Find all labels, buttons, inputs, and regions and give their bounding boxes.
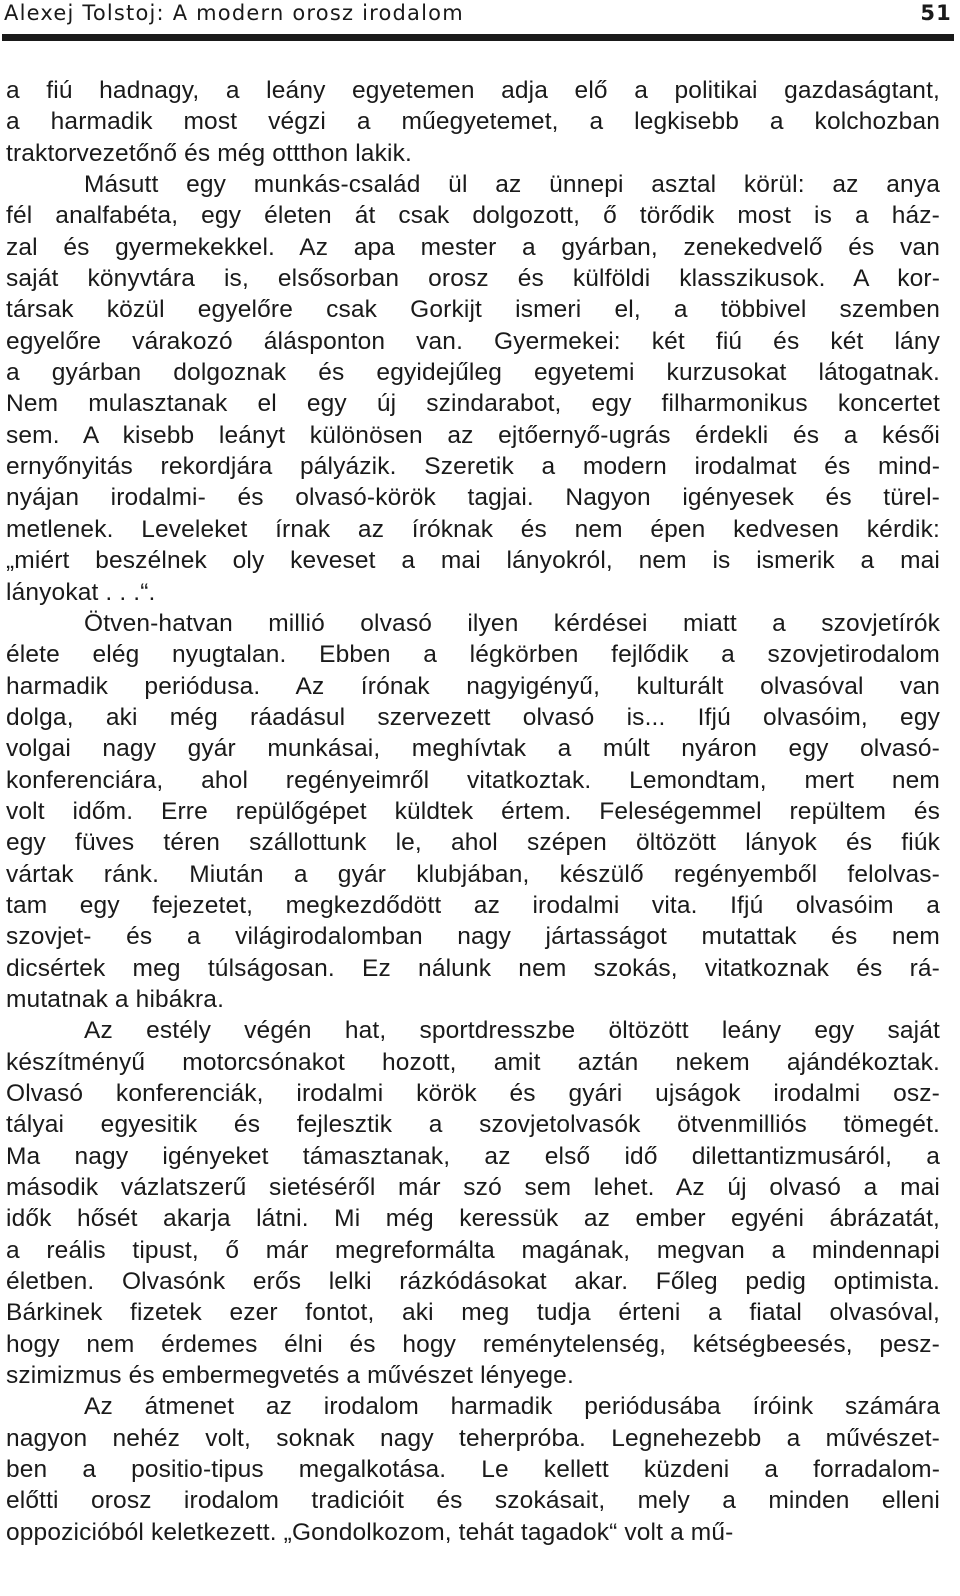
text-line: szovjet- és a világirodalomban nagy jártasságot mutattak és nem <box>6 923 940 951</box>
text-line: idők hősét akarja látni. Mi még keressük az ember egyéni ábrázatát, <box>6 1205 940 1233</box>
running-header-title: Alexej Tolstoj: A modern orosz irodalom <box>4 1 464 25</box>
text-line: ben a positio-tipus megalkotása. Le kellett küzdeni a forradalom- <box>6 1456 940 1484</box>
text-line: Ma nagy igényeket támasztanak, az első idő dilettantizmusáról, a <box>6 1142 940 1170</box>
text-line: Ötven-hatvan millió olvasó ilyen kérdései miatt a szovjetírók <box>84 609 940 637</box>
text-line: konferenciára, ahol regényeimről vitatkoztak. Lemondtam, mert nem <box>6 766 940 794</box>
text-line: tam egy fejezetet, megkezdődött az irodalmi vita. Ifjú olvasóim a <box>6 891 940 919</box>
text-line: a reális tipust, ő már megreformálta magának, megvan a mindennapi <box>6 1236 940 1264</box>
text-line: fél analfabéta, egy életen át csak dolgozott, ő törődik most is a ház- <box>6 202 940 230</box>
text-line: volt időm. Erre repülőgépet küldtek értem. Feleségemmel repültem és <box>6 797 940 825</box>
paragraph <box>6 1391 940 1548</box>
text-line: zal és gyermekekkel. Az apa mester a gyárban, zenekedvelő és van <box>6 233 940 261</box>
text-line: „miért beszélnek oly keveset a mai lányokról, nem is ismerik a mai <box>6 547 940 575</box>
text-line: nagyon nehéz volt, soknak nagy teherpróba. Legnehezebb a művészet- <box>6 1424 940 1452</box>
running-header <box>4 0 952 26</box>
body-text <box>6 75 940 1548</box>
text-line: Nem mulasztanak el egy új szindarabot, egy filharmonikus koncertet <box>6 390 940 418</box>
text-line: mutatnak a hibákra. <box>6 985 225 1013</box>
text-line: dolga, aki még ráadásul szervezett olvasó is... Ifjú olvasóim, egy <box>6 703 940 731</box>
paragraph <box>6 75 940 169</box>
text-line: készítményű motorcsónakot hozott, amit aztán nekem ajándékoztak. <box>6 1048 940 1076</box>
text-line: sem. A kisebb leányt különösen az ejtőernyő-ugrás érdekli és a késői <box>6 421 940 449</box>
text-line: metlenek. Leveleket írnak az íróknak és nem épen kedvesen kérdik: <box>6 515 940 543</box>
text-line: a harmadik most végzi a műegyetemet, a legkisebb a kolchozban <box>6 108 940 136</box>
text-line: szimizmus és embermegvetés a művészet lényege. <box>6 1362 574 1390</box>
text-line: Másutt egy munkás-család ül az ünnepi asztal körül: az anya <box>84 171 940 199</box>
text-line: tályai egyesitik és fejlesztik a szovjetolvasók ötvenmilliós tömegét. <box>6 1111 940 1139</box>
text-line: hogy nem érdemes élni és hogy reménytelenség, kétségbeesés, pesz- <box>6 1330 940 1358</box>
page-number: 51 <box>920 1 952 25</box>
paragraph <box>6 169 940 608</box>
text-line: saját könyvtára is, elsősorban orosz és külföldi klasszikusok. A kor- <box>6 265 940 293</box>
paragraph <box>6 608 940 1015</box>
paragraph <box>6 1015 940 1391</box>
text-line: a fiú hadnagy, a leány egyetemen adja elő a politikai gazdaságtant, <box>6 77 940 104</box>
text-line: harmadik periódusa. Az írónak nagyigényű, kulturált olvasóval van <box>6 672 940 700</box>
text-line: vártak ránk. Miután a gyár klubjában, készülő regényemből felolvas- <box>6 860 940 888</box>
text-line: oppozicióból keletkezett. „Gondolkozom, tehát tagadok“ volt a mű- <box>6 1518 734 1546</box>
header-rule <box>2 34 954 41</box>
text-line: élete elég nyugtalan. Ebben a légkörben fejlődik a szovjetirodalom <box>6 641 940 669</box>
text-line: dicsértek meg túlságosan. Ez nálunk nem szokás, vitatkoznak és rá- <box>6 954 940 982</box>
text-line: előtti orosz irodalom tradicióit és szokásait, mely a minden elleni <box>6 1487 940 1515</box>
text-line: Olvasó konferenciák, irodalmi körök és gyári ujságok irodalmi osz- <box>6 1080 940 1107</box>
text-line: Az átmenet az irodalom harmadik periódusába íróink számára <box>84 1393 940 1421</box>
text-line: életben. Olvasónk erős lelki rázkódásokat akar. Főleg pedig optimista. <box>6 1268 940 1296</box>
text-line: egy füves téren szállottunk le, ahol szépen öltözött lányok és fiúk <box>6 829 940 857</box>
text-line: Bárkinek fizetek ezer fontot, aki meg tudja érteni a fiatal olvasóval, <box>6 1299 940 1327</box>
text-line: ernyőnyitás rekordjára pályázik. Szeretik a modern irodalmat és mind- <box>6 453 940 481</box>
text-line: második vázlatszerű sietéséről már szó sem lehet. Az új olvasó a mai <box>6 1174 940 1202</box>
text-line: Az estély végén hat, sportdresszbe öltözött leány egy saját <box>84 1017 940 1045</box>
text-line: traktorvezetőnő és még ottthon lakik. <box>6 139 412 167</box>
text-line: társak közül egyelőre csak Gorkijt ismeri el, a többivel szemben <box>6 296 940 324</box>
text-line: a gyárban dolgoznak és egyidejűleg egyetemi kurzusokat látogatnak. <box>6 359 940 387</box>
text-line: lányokat . . .“. <box>6 578 156 606</box>
text-line: nyájan irodalmi- és olvasó-körök tagjai. Nagyon igényesek és türel- <box>6 484 940 512</box>
text-line: volgai nagy gyár munkásai, meghívtak a múlt nyáron egy olvasó- <box>6 735 940 763</box>
text-line: egyelőre várakozó álásponton van. Gyermekei: két fiú és két lány <box>6 327 940 355</box>
